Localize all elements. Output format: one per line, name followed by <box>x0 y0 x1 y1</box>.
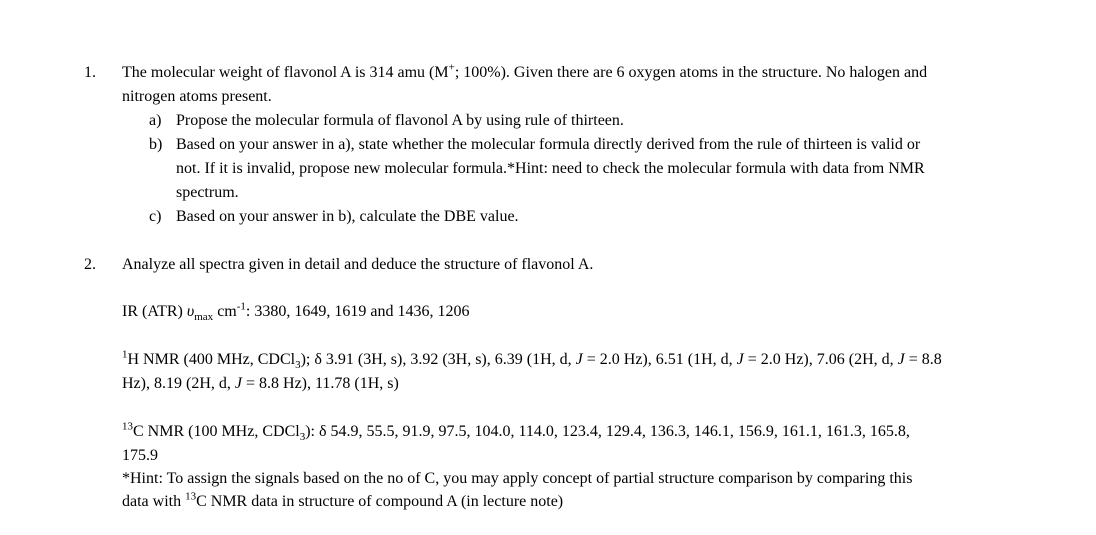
q1-part-c-text: Based on your answer in b), calculate the DBE value. <box>176 208 519 225</box>
h-nmr-line1 <box>122 348 1052 372</box>
question-1-number: 1. <box>84 64 96 81</box>
c-nmr-hint-text-a: data with <box>122 493 186 510</box>
q1-intro-text-a: The molecular weight of flavonol A is 314 amu (M <box>122 64 449 81</box>
h-nmr-solvent-subscript: 3 <box>295 359 301 372</box>
question-1-intro <box>122 61 1052 85</box>
h-nmr-text-b: ); δ 3.91 (3H, s), 3.92 (3H, s), 6.39 (1H, d, <box>300 351 576 368</box>
h-nmr-line2 <box>122 372 1052 396</box>
h-nmr-text-e: = 8.8 <box>904 351 942 368</box>
h-nmr-text-c: = 2.0 Hz), 6.51 (1H, d, <box>582 351 737 368</box>
h-nmr-text-d: = 2.0 Hz), 7.06 (2H, d, <box>743 351 898 368</box>
h-nmr-j4: J <box>234 375 242 392</box>
c-nmr-isotope: 13 <box>122 420 133 433</box>
h-nmr-text-a: H NMR (400 MHz, CDCl <box>127 351 296 368</box>
c-nmr-hint-text-b: C NMR data in structure of compound A (in lecture note) <box>196 493 564 510</box>
ir-unit-exponent: -1 <box>236 300 246 313</box>
c-nmr-solvent-subscript: 3 <box>299 431 306 444</box>
c-nmr-line1 <box>122 420 1052 444</box>
q1-part-a-label: a) <box>149 112 162 129</box>
q1-part-c-label: c) <box>149 208 162 225</box>
h-nmr-j2: J <box>736 351 744 368</box>
q1-part-b-line2: not. If it is invalid, propose new molecular formula.*Hint: need to check the molecular formula with data from NMR <box>176 160 925 177</box>
q1-part-b-label: b) <box>149 136 163 153</box>
c-nmr-text-a: C NMR (100 MHz, CDCl <box>133 423 300 440</box>
question-2-number: 2. <box>84 256 96 273</box>
ir-unit: cm <box>213 303 237 320</box>
ir-values: : 3380, 1649, 1619 and 1436, 1206 <box>245 303 470 320</box>
ir-data <box>122 300 1052 324</box>
h-nmr-line2-text-b: = 8.8 Hz), 11.78 (1H, s) <box>241 375 399 392</box>
q1-part-b-line3: spectrum. <box>176 184 239 201</box>
ir-nu-symbol: υ <box>186 303 195 320</box>
c-nmr-hint-line1: *Hint: To assign the signals based on the no of C, you may apply concept of partial structure comparison by comparing this <box>122 470 913 487</box>
ir-prefix: IR (ATR) <box>122 303 187 320</box>
h-nmr-line2-text-a: Hz), 8.19 (2H, d, <box>122 375 235 392</box>
h-nmr-j3: J <box>897 351 905 368</box>
q1-part-a-text: Propose the molecular formula of flavonol A by using rule of thirteen. <box>176 112 624 129</box>
q1-intro-text-b: ; 100%). Given there are 6 oxygen atoms in the structure. No halogen and <box>454 64 928 81</box>
ir-nu-subscript: max <box>194 311 214 324</box>
c-nmr-hint-isotope: 13 <box>185 490 197 503</box>
h-nmr-j1: J <box>575 351 583 368</box>
c-nmr-text-b: ): δ 54.9, 55.5, 91.9, 97.5, 104.0, 114.0, 123.4, 129.4, 136.3, 146.1, 156.9, 161.1, 161.3, 165.8, <box>305 423 910 440</box>
question-2-text: Analyze all spectra given in detail and deduce the structure of flavonol A. <box>122 256 594 273</box>
h-nmr-isotope: 1 <box>122 348 128 361</box>
question-1-intro-line2: nitrogen atoms present. <box>122 88 272 105</box>
q1-intro-charge: + <box>448 61 455 74</box>
q1-part-b-line1: Based on your answer in a), state whether the molecular formula directly derived from the rule of thirteen is valid or <box>176 136 921 153</box>
c-nmr-hint-line2 <box>122 490 1052 514</box>
c-nmr-line2: 175.9 <box>122 447 158 464</box>
